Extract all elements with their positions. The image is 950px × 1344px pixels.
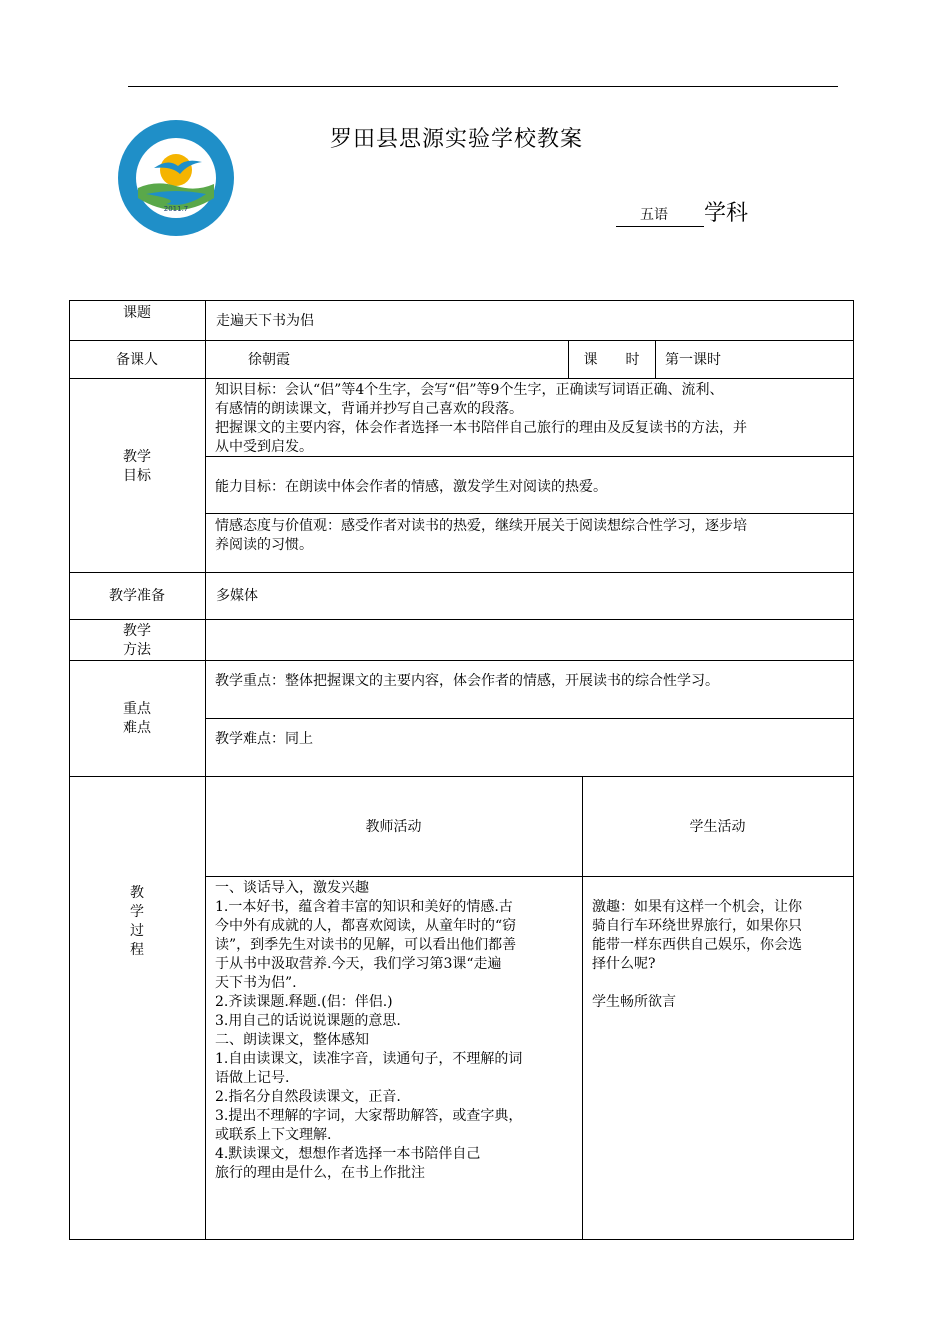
method-label [69,622,205,660]
subject-value: 五语 [616,204,704,227]
method-label-line: 方法 [123,642,151,658]
preparer-label: 备课人 [116,352,158,368]
topic-value: 走遍天下书为侣 [216,313,314,329]
goal-emotion [215,517,851,555]
teacher-activity-line: 今中外有成就的人，都喜欢阅读，从童年时的“窃 [215,918,517,934]
goal-knowledge-line: 知识目标：会认“侣”等4个生字，会写“侣”等9个生字，正确读写词语正确、流利、 [215,382,724,398]
table-border-left [69,300,70,1240]
school-logo-image [116,118,236,238]
teacher-activity-line: 或联系上下文理解. [215,1127,332,1143]
goal-knowledge-line: 从中受到启发。 [215,439,313,455]
key-point: 教学重点：整体把握课文的主要内容，体会作者的情感，开展读书的综合性学习。 [215,673,719,689]
key-label-line: 重点 [123,701,151,717]
row-divider [69,660,854,661]
goal-knowledge [215,381,851,457]
table-border-bottom [69,1239,854,1240]
teacher-activity-line: 3.提出不理解的字词，大家帮助解答，或查字典， [215,1108,523,1124]
teacher-activity-line: 旅行的理由是什么，在书上作批注 [215,1165,425,1181]
teacher-activity-line: 天下书为侣”. [215,975,297,991]
preparer-value: 徐朝霞 [248,352,290,368]
student-activity-line: 能带一样东西供自己娱乐，你会选 [592,937,802,953]
goals-label-line: 目标 [123,468,151,484]
teacher-activity-line: 2.齐读课题.释题.(侣：伴侣.) [215,994,393,1010]
student-activity-line: 学生畅所欲言 [592,994,676,1010]
teacher-activity-header: 教师活动 [365,819,422,835]
row-divider [69,572,854,573]
key-divider [205,718,854,719]
subject-suffix: 学科 [704,201,749,226]
process-label-char: 教 [130,885,144,901]
period-value: 第一课时 [665,352,721,368]
row-divider [69,619,854,620]
header-rule [128,86,838,87]
teacher-activity-line: 二、朗读课文，整体感知 [215,1032,369,1048]
prep-value: 多媒体 [216,588,258,604]
key-label [69,700,205,738]
activity-header-divider [205,876,854,877]
topic-label: 课题 [123,305,151,321]
table-border-right [853,300,854,1240]
goal-emotion-line: 养阅读的习惯。 [215,537,313,553]
teacher-activity-content [215,879,579,1183]
table-border-top [69,300,854,301]
activity-column-divider [582,776,583,1240]
teacher-activity-line: 3.用自己的话说说课题的意思. [215,1013,401,1029]
goal-divider [205,513,854,514]
teacher-activity-line: 1.一本好书，蕴含着丰富的知识和美好的情感.古 [215,899,513,915]
goal-emotion-line: 情感态度与价值观：感受作者对读书的热爱，继续开展关于阅读想综合性学习，逐步培 [215,518,747,534]
goal-knowledge-line: 有感情的朗读课文，背诵并抄写自己喜欢的段落。 [215,401,523,417]
period-label: 课 时 [583,352,640,368]
process-label-char: 过 [130,923,144,939]
subject-line [616,196,748,227]
student-activity-header: 学生活动 [689,819,746,835]
teacher-activity-line: 4.默读课文，想想作者选择一本书陪伴自己 [215,1146,481,1162]
school-logo [116,118,236,238]
goals-label [69,448,205,486]
label-column-divider [205,300,206,1240]
goals-label-line: 教学 [123,449,151,465]
student-activity-line: 骑自行车环绕世界旅行，如果你只 [592,918,802,934]
process-label-char: 学 [130,904,144,920]
method-label-line: 教学 [123,623,151,639]
period-label-divider-right [655,340,656,378]
key-label-line: 难点 [123,720,151,736]
row-divider [69,776,854,777]
row-divider [69,340,854,341]
teacher-activity-line: 语做上记号. [215,1070,290,1086]
teacher-activity-line: 2.指名分自然段读课文，正音. [215,1089,401,1105]
svg-text:2011.7: 2011.7 [163,205,189,213]
student-activity-content [592,898,850,1012]
school-title: 罗田县思源实验学校教案 [330,127,584,152]
process-label-char: 程 [130,942,144,958]
prep-label: 教学准备 [109,588,165,604]
difficulty: 教学难点：同上 [215,731,313,747]
student-activity-line: 择什么呢? [592,956,656,972]
row-divider [69,378,854,379]
process-label [69,884,205,960]
teacher-activity-line: 于从书中汲取营养.今天，我们学习第3课“走遍 [215,956,502,972]
teacher-activity-line: 一、谈话导入，激发兴趣 [215,880,369,896]
student-activity-line: 激趣：如果有这样一个机会，让你 [592,899,802,915]
goal-knowledge-line: 把握课文的主要内容，体会作者选择一本书陪伴自己旅行的理由及反复读书的方法，并 [215,420,747,436]
teacher-activity-line: 读”，到季先生对读书的见解，可以看出他们都善 [215,937,517,953]
teacher-activity-line: 1.自由读课文，读准字音，读通句子，不理解的词 [215,1051,523,1067]
goal-ability: 能力目标：在朗读中体会作者的情感，激发学生对阅读的热爱。 [215,479,607,495]
